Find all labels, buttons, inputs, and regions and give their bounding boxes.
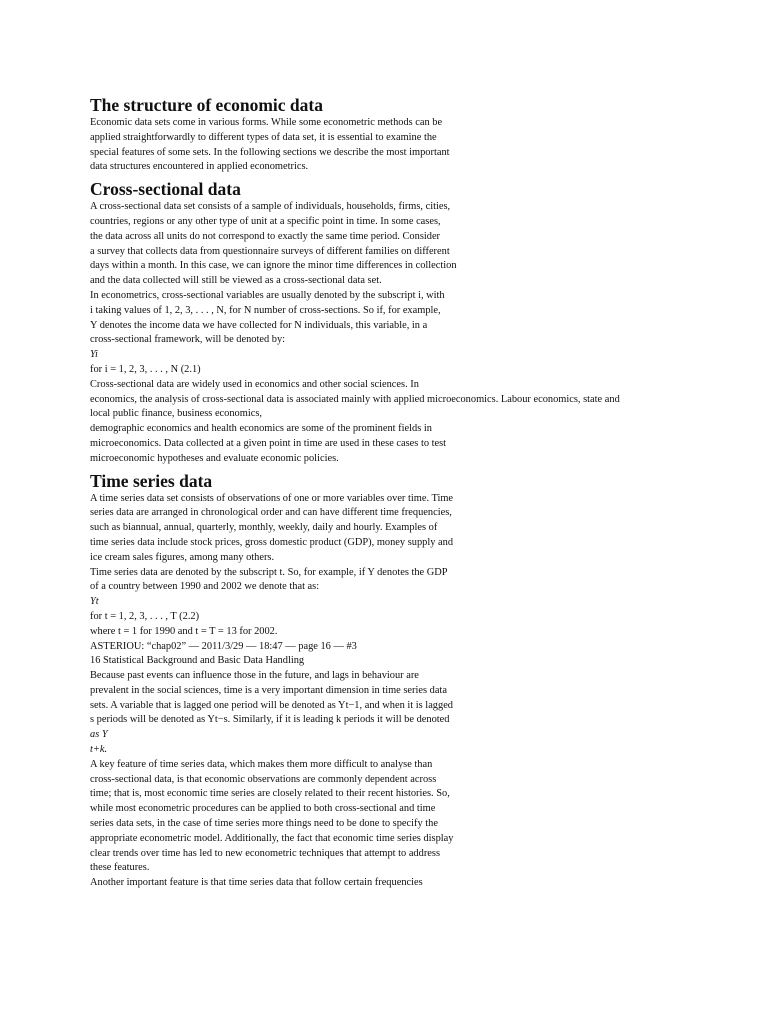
text-line: applied straightforwardly to different types of data set, it is essential to examine the: [90, 131, 437, 143]
text-line: such as biannual, annual, quarterly, monthly, weekly, daily and hourly. Examples of: [90, 522, 438, 534]
text-line: Another important feature is that time series data that follow certain frequencies: [90, 877, 423, 889]
text-line: data structures encountered in applied econometrics.: [90, 161, 309, 173]
text-line: sets. A variable that is lagged one period will be denoted as Yt−1, and when it is lagged: [90, 699, 454, 711]
text-line: where t = 1 for 1990 and t = T = 13 for 2002.: [90, 625, 278, 637]
text-line: cross-sectional framework, will be denoted by:: [90, 334, 286, 346]
text-line: t+k.: [90, 744, 108, 756]
text-line: A key feature of time series data, which makes them more difficult to analyse than: [90, 758, 433, 770]
text-line: as Y: [90, 729, 108, 741]
text-line: and the data collected will still be viewed as a cross-sectional data set.: [90, 275, 382, 287]
equation-variable: Yt: [90, 596, 99, 608]
text-line: clear trends over time has led to new econometric techniques that attempt to address: [90, 847, 440, 859]
equation-variable: Yi: [90, 349, 98, 361]
section-heading-cross-sectional: Cross-sectional data: [90, 179, 241, 200]
equation-line: for t = 1, 2, 3, . . . , T (2.2): [90, 610, 200, 622]
text-line: i taking values of 1, 2, 3, . . . , N, for N number of cross-sections. So if, for example,: [90, 304, 441, 316]
text-line: In econometrics, cross-sectional variables are usually denoted by the subscript i, with: [90, 289, 445, 301]
text-line: Time series data are denoted by the subscript t. So, for example, if Y denotes the GDP: [90, 566, 448, 578]
page-chapter-header: 16 Statistical Background and Basic Data Handling: [90, 655, 305, 667]
text-line: time; that is, most economic time series are closely related to their recent histories. So,: [90, 788, 450, 800]
text-line: days within a month. In this case, we can ignore the minor time differences in collection: [90, 260, 457, 272]
text-line: while most econometric procedures can be applied to both cross-sectional and time: [90, 803, 436, 815]
document-page: [90, 94, 720, 891]
text-line: the data across all units do not correspond to exactly the same time period. Consider: [90, 230, 441, 242]
text-line: microeconomics. Data collected at a given point in time are used in these cases to test: [90, 437, 447, 449]
text-line: Economic data sets come in various forms. While some econometric methods can be: [90, 117, 443, 128]
text-line: Because past events can influence those in the future, and lags in behaviour are: [90, 670, 419, 682]
text-line: economics, the analysis of cross-sectional data is associated mainly with applied microeconomics. Labour economics, state and: [90, 393, 620, 405]
text-line: series data sets, in the case of time series more things need to be done to specify the: [90, 818, 438, 830]
section-body-time-series: [90, 492, 720, 892]
text-line: of a country between 1990 and 2002 we denote that as:: [90, 581, 320, 593]
section-body-structure: [90, 116, 720, 175]
equation-line: for i = 1, 2, 3, . . . , N (2.1): [90, 363, 201, 375]
text-line: countries, regions or any other type of unit at a specific point in time. In some cases,: [90, 215, 441, 227]
section-heading-time-series: Time series data: [90, 470, 213, 491]
text-line: demographic economics and health economics are some of the prominent fields in: [90, 423, 432, 435]
text-line: time series data include stock prices, gross domestic product (GDP), money supply and: [90, 536, 454, 548]
page-running-header: ASTERIOU: “chap02” — 2011/3/29 — 18:47 — page 16 — #3: [90, 640, 357, 652]
text-line: special features of some sets. In the following sections we describe the most important: [90, 146, 450, 158]
text-line: a survey that collects data from questionnaire surveys of different families on different: [90, 245, 450, 257]
text-line: ice cream sales figures, among many others.: [90, 551, 275, 563]
text-line: prevalent in the social sciences, time is a very important dimension in time series data: [90, 684, 447, 696]
text-line: series data are arranged in chronological order and can have different time frequencies,: [90, 507, 452, 519]
text-line: cross-sectional data, is that economic observations are commonly dependent across: [90, 773, 437, 785]
text-line: Y denotes the income data we have collected for N individuals, this variable, in a: [90, 319, 428, 331]
text-line: these features.: [90, 862, 150, 874]
text-line: s periods will be denoted as Yt−s. Similarly, if it is leading k periods it will be denoted: [90, 714, 450, 726]
text-line: appropriate econometric model. Additionally, the fact that economic time series display: [90, 832, 454, 844]
text-line: Cross-sectional data are widely used in economics and other social sciences. In: [90, 378, 419, 390]
text-line: local public finance, business economics,: [90, 408, 262, 420]
section-heading-structure: The structure of economic data: [90, 95, 323, 115]
text-line: A cross-sectional data set consists of a sample of individuals, households, firms, cities,: [90, 201, 451, 213]
section-body-cross-sectional: [90, 200, 720, 466]
text-line: microeconomic hypotheses and evaluate economic policies.: [90, 452, 339, 464]
text-line: A time series data set consists of observations of one or more variables over time. Time: [90, 492, 454, 504]
